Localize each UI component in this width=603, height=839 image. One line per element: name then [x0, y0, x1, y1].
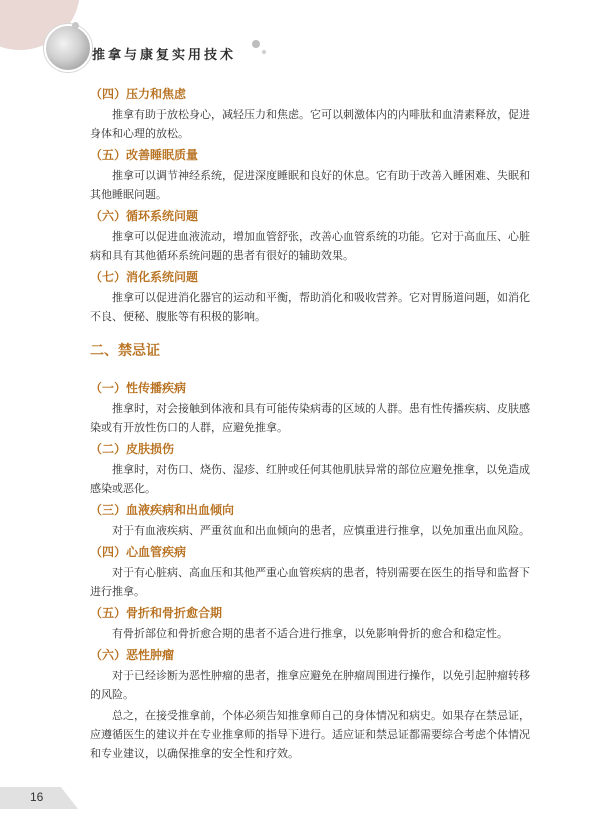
page-body [90, 84, 530, 765]
subsection-heading: （六）循环系统问题 [90, 209, 199, 223]
header-decoration-small-dot [72, 22, 79, 29]
paragraph: 总之，在接受推拿前，个体必须告知推拿师自己的身体情况和病史。如果存在禁忌证，应遵循医生的建议并在专业推拿师的指导下进行。适应证和禁忌证都需要综合考虑个体情况和专业建议，以确保推拿的安全性和疗效。 [90, 709, 530, 760]
paragraph: 对于已经诊断为恶性肿瘤的患者，推拿应避免在肿瘤周围进行操作，以免引起肿瘤转移的风险。 [90, 669, 530, 701]
header-decoration-photo-circle [44, 24, 92, 72]
paragraph: 推拿时，对伤口、烧伤、湿疹、红肿或任何其他肌肤异常的部位应避免推拿，以免造成感染或恶化。 [90, 463, 530, 495]
subsection-heading: （二）皮肤损伤 [90, 442, 175, 456]
page-number: 16 [30, 790, 44, 804]
subsection-heading: （五）改善睡眠质量 [90, 148, 199, 162]
subsection-heading: （三）血液疾病和出血倾向 [90, 503, 235, 517]
subsection-heading: （四）心血管疾病 [90, 545, 187, 559]
paragraph: 推拿可以促进消化器官的运动和平衡，帮助消化和吸收营养。它对胃肠道问题，如消化不良、便秘、腹胀等有积极的影响。 [90, 291, 530, 323]
paragraph: 对于有血液疾病、严重贫血和出血倾向的患者，应慎重进行推拿，以免加重出血风险。 [112, 524, 530, 537]
paragraph: 对于有心脏病、高血压和其他严重心血管疾病的患者，特别需要在医生的指导和监督下进行推拿。 [90, 566, 530, 598]
subsection-heading: （五）骨折和骨折愈合期 [90, 606, 223, 620]
paragraph: 推拿有助于放松身心，减轻压力和焦虑。它可以刺激体内的内啡肽和血清素释放，促进身体和心理的放松。 [90, 108, 530, 140]
subsection-heading: （一）性传播疾病 [90, 381, 187, 395]
header-decoration-dot-small-right [262, 50, 266, 54]
subsection-heading: （七）消化系统问题 [90, 270, 199, 284]
paragraph: 推拿时，对会接触到体液和具有可能传染病毒的区域的人群。患有性传播疾病、皮肤感染或有开放性伤口的人群，应避免推拿。 [90, 402, 530, 434]
header-decoration-dot-right [252, 40, 260, 48]
subsection-heading: （四）压力和焦虑 [90, 87, 187, 101]
paragraph: 有骨折部位和骨折愈合期的患者不适合进行推拿，以免影响骨折的愈合和稳定性。 [112, 627, 508, 640]
paragraph: 推拿可以调节神经系统，促进深度睡眠和良好的休息。它有助于改善入睡困难、失眠和其他睡眠问题。 [90, 169, 530, 201]
section-heading: 二、禁忌证 [90, 343, 160, 359]
running-header-title: 推拿与康复实用技术 [92, 48, 237, 63]
subsection-heading: （六）恶性肿瘤 [90, 648, 175, 662]
paragraph: 推拿可以促进血液流动，增加血管舒张，改善心血管系统的功能。它对于高血压、心脏病和具有其他循环系统问题的患者有很好的辅助效果。 [90, 230, 530, 262]
